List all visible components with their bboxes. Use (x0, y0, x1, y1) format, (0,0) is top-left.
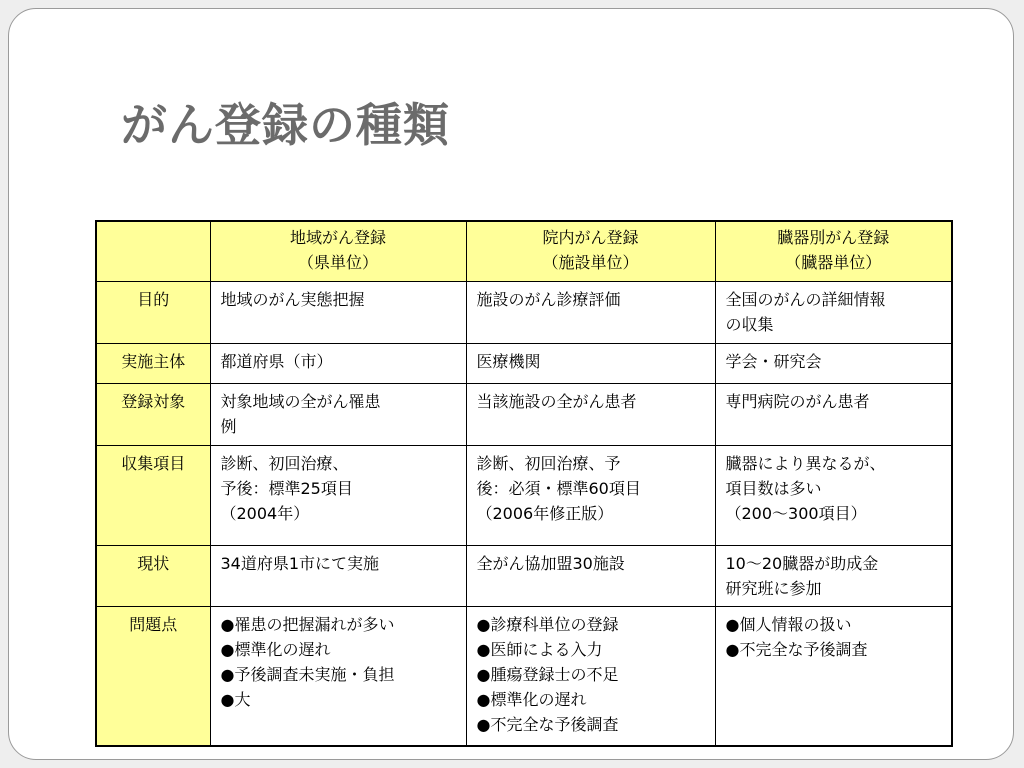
header-row (96, 221, 952, 281)
cell-text-line: の収集 (725, 314, 774, 334)
cell-text-line: 10〜20臓器が助成金 (725, 553, 879, 573)
cell-regional (210, 545, 466, 606)
cell-organ (715, 383, 952, 445)
cell-text-line: 臓器により異なるが、 (725, 453, 886, 473)
cell-text-line: 施設のがん診療評価 (476, 289, 621, 309)
cell-text-line: 当該施設の全がん患者 (476, 391, 637, 411)
cell-hospital-problems (466, 606, 715, 746)
cell-text-line: （2004年） (220, 503, 310, 523)
bullet-item: ● 診療科単位の登録 (477, 612, 707, 637)
cell-text-line: 34道府県1市にて実施 (220, 553, 380, 573)
slide-title: がん登録の種類 (121, 98, 450, 152)
header-hospital-title: 院内がん登録 (542, 228, 639, 247)
cell-text-line: 対象地域の全がん罹患 (220, 391, 381, 411)
bullet-item: ● 個人情報の扱い (726, 612, 944, 637)
header-regional-unit: （県単位） (297, 253, 378, 272)
header-organ-title: 臓器別がん登録 (777, 228, 890, 247)
cell-organ (715, 445, 952, 545)
cell-text-line: 予後：標準25項目 (220, 478, 353, 498)
table-row (96, 383, 952, 445)
cell-text-line: 全がん協加盟30施設 (476, 553, 625, 573)
table-row (96, 343, 952, 383)
bullet-item: ● 不完全な予後調査 (477, 712, 707, 737)
cell-regional (210, 281, 466, 343)
cell-regional (210, 383, 466, 445)
cell-hospital (466, 383, 715, 445)
cancer-registry-table (95, 220, 953, 747)
row-label: 問題点 (96, 606, 210, 746)
header-hospital (466, 221, 715, 281)
cell-hospital (466, 281, 715, 343)
bullet-item: ● 大 (221, 687, 458, 712)
cell-regional (210, 445, 466, 545)
cell-text-line: （200〜300項目） (725, 503, 867, 523)
table-row-problems (96, 606, 952, 746)
header-regional-title: 地域がん登録 (289, 228, 386, 247)
bullet-item: ● 標準化の遅れ (221, 637, 458, 662)
header-organ (715, 221, 952, 281)
cell-text-line: 専門病院のがん患者 (725, 391, 870, 411)
slide (8, 8, 1014, 760)
cell-text-line: 研究班に参加 (725, 578, 822, 598)
table-row (96, 281, 952, 343)
bullet-item: ● 標準化の遅れ (477, 687, 707, 712)
cell-hospital (466, 343, 715, 383)
cell-text-line: （2006年修正版） (476, 503, 614, 523)
header-organ-unit: （臓器単位） (785, 253, 882, 272)
cell-text-line: 診断、初回治療、 (220, 453, 349, 473)
table-row (96, 545, 952, 606)
row-label: 登録対象 (96, 383, 210, 445)
cell-text-line: 項目数は多い (725, 478, 822, 498)
cell-organ (715, 343, 952, 383)
table-row (96, 445, 952, 545)
cell-regional (210, 343, 466, 383)
bullet-item: ● 医師による入力 (477, 637, 707, 662)
cell-regional-problems (210, 606, 466, 746)
cell-text-line: 例 (220, 416, 237, 436)
cell-text-line: 学会・研究会 (725, 351, 822, 371)
cell-hospital (466, 445, 715, 545)
bullet-item: ● 罹患の把握漏れが多い (221, 612, 458, 637)
cell-organ (715, 281, 952, 343)
cell-organ-problems (715, 606, 952, 746)
header-regional (210, 221, 466, 281)
cell-organ (715, 545, 952, 606)
header-corner-cell (96, 221, 210, 281)
bullet-item: ● 予後調査未実施・負担 (221, 662, 458, 687)
row-label: 収集項目 (96, 445, 210, 545)
cell-text-line: 地域のがん実態把握 (220, 289, 365, 309)
cell-text-line: 後：必須・標準60項目 (476, 478, 641, 498)
bullet-item: ● 不完全な予後調査 (726, 637, 944, 662)
row-label: 現状 (96, 545, 210, 606)
header-hospital-unit: （施設単位） (542, 253, 639, 272)
cell-text-line: 全国のがんの詳細情報 (725, 289, 886, 309)
bullet-item: ● 腫瘍登録士の不足 (477, 662, 707, 687)
cell-text-line: 都道府県（市） (220, 351, 333, 371)
cell-text-line: 医療機関 (476, 351, 541, 371)
cell-hospital (466, 545, 715, 606)
row-label: 目的 (96, 281, 210, 343)
cell-text-line: 診断、初回治療、予 (476, 453, 621, 473)
row-label: 実施主体 (96, 343, 210, 383)
